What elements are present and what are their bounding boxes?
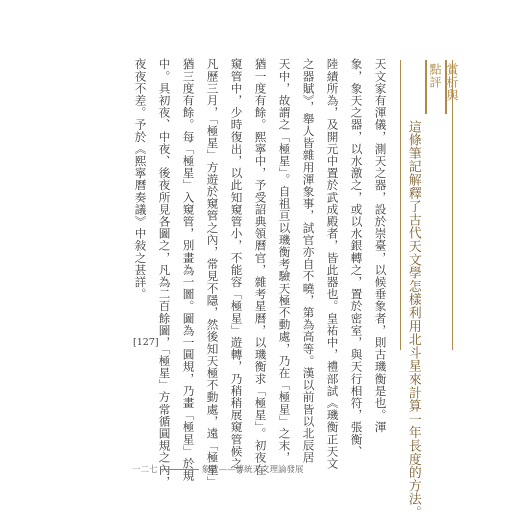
page-number: 一二七 <box>132 465 158 475</box>
note-number: [127] <box>133 337 159 348</box>
body-column: 天文家有渾儀，測天之器，設於崇臺，以候垂象者，則古璣衡是也。渾 <box>373 58 388 434</box>
body-column: 陸績所為，及開元中置於武成殿者，皆此器也。皇祐中，禮部試《璣衡正天文 <box>325 58 340 470</box>
body-column: 猶一度有餘。熙寧中，予受詔典領曆官，雜考星曆，以璣衡求「極星」。初夜在 <box>253 58 268 476</box>
body-column: 象，象天之器，以水激之，或以水銀轉之，置於密室，與天行相符，張衡、 <box>349 58 364 458</box>
body-column: 猶三度有餘。每「極星」入窺管，別畫為一圖。圖為一圓規，乃畫「極星」於規 <box>181 58 196 482</box>
body-column: 窺管中，少時復出，以此知窺管小，不能容「極星」遊轉，乃稍稍展窺管候之。 <box>229 58 244 482</box>
appreciation-title: 賞析與點評 <box>428 63 459 102</box>
footer-rule <box>161 469 199 470</box>
page-footer <box>132 463 304 475</box>
appreciation-comment: 這條筆記解釋了古代天文學怎樣利用北斗星來計算一年長度的方法。 <box>405 120 421 519</box>
body-column: 之器賦》，舉人皆雜用渾象事，試官亦自不曉，第為高等。漢以前皆以北辰居 <box>301 58 316 464</box>
body-column: 中。具初夜、中夜、後夜所見各圖之，凡為二百餘圖，「極星」方常循圓規之內， <box>157 58 172 488</box>
body-column: 天中，故謂之「極星」。自祖亘以璣衡考驗天極不動處，乃在「極星」之末， <box>277 58 292 464</box>
decorative-rule-left <box>400 60 401 350</box>
body-column: 凡歷三月，「極星」方遊於窺管之內，常見不隱，然後知天極不動處，遠「極星」 <box>205 58 220 488</box>
appreciation-heading <box>425 60 459 114</box>
body-column: 夜夜不差。予於《熙寧曆奏議》中敍之甚詳。 <box>133 58 148 300</box>
book-title: 象數——傳統天文理論發展 <box>201 465 304 475</box>
